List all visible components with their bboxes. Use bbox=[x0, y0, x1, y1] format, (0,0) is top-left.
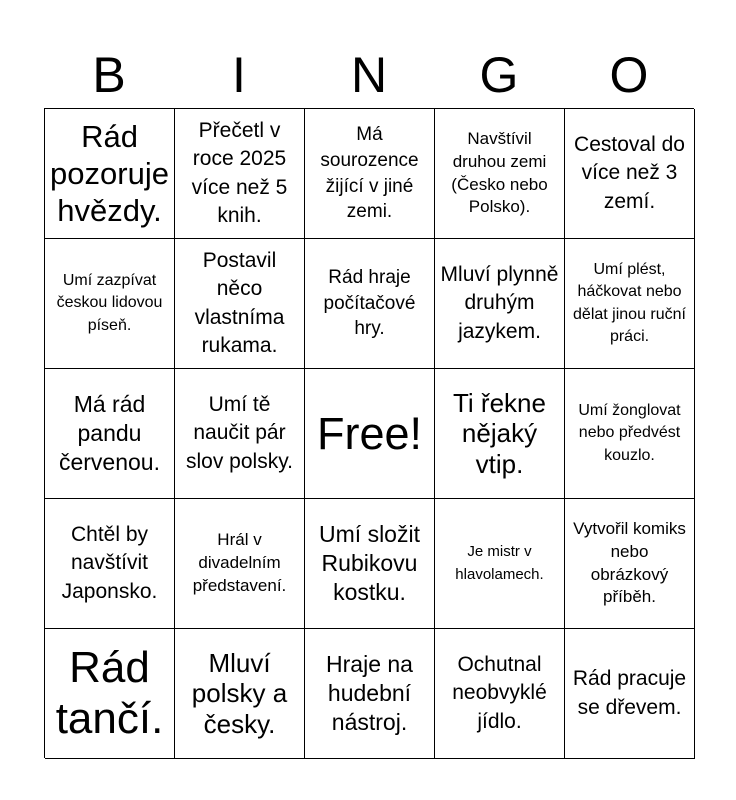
bingo-cell-r4c1[interactable]: Chtěl by navštívit Japonsko. bbox=[45, 499, 175, 629]
bingo-cell-r1c2[interactable]: Přečetl v roce 2025 více než 5 knih. bbox=[175, 109, 305, 239]
bingo-cell-r1c1[interactable]: Rád pozoruje hvězdy. bbox=[45, 109, 175, 239]
header-letter-g: G bbox=[479, 47, 519, 103]
bingo-grid bbox=[44, 108, 694, 758]
header-letter-i: I bbox=[232, 47, 246, 103]
bingo-cell-r4c5[interactable]: Vytvořil komiks nebo obrázkový příběh. bbox=[565, 499, 695, 629]
bingo-cell-r1c5[interactable]: Cestoval do více než 3 zemí. bbox=[565, 109, 695, 239]
bingo-cell-r2c1[interactable]: Umí zazpívat českou lidovou píseň. bbox=[45, 239, 175, 369]
bingo-cell-r3c1[interactable]: Má rád pandu červenou. bbox=[45, 369, 175, 499]
bingo-cell-r4c4[interactable]: Je mistr v hlavolamech. bbox=[435, 499, 565, 629]
bingo-cell-r1c3[interactable]: Má sourozence žijící v jiné zemi. bbox=[305, 109, 435, 239]
bingo-cell-r2c5[interactable]: Umí plést, háčkovat nebo dělat jinou ruční práci. bbox=[565, 239, 695, 369]
bingo-cell-r3c2[interactable]: Umí tě naučit pár slov polsky. bbox=[175, 369, 305, 499]
header-letter-o: O bbox=[609, 47, 649, 103]
bingo-cell-r5c4[interactable]: Ochutnal neobvyklé jídlo. bbox=[435, 629, 565, 759]
bingo-cell-r2c2[interactable]: Postavil něco vlastníma rukama. bbox=[175, 239, 305, 369]
bingo-cell-r5c1[interactable]: Rád tančí. bbox=[45, 629, 175, 759]
bingo-header bbox=[44, 46, 694, 104]
bingo-cell-r5c3[interactable]: Hraje na hudební nástroj. bbox=[305, 629, 435, 759]
bingo-cell-r5c2[interactable]: Mluví polsky a česky. bbox=[175, 629, 305, 759]
bingo-cell-free[interactable]: Free! bbox=[305, 369, 435, 499]
bingo-cell-r2c4[interactable]: Mluví plynně druhým jazykem. bbox=[435, 239, 565, 369]
header-letter-n: N bbox=[350, 47, 388, 103]
bingo-cell-r2c3[interactable]: Rád hraje počítačové hry. bbox=[305, 239, 435, 369]
bingo-cell-r4c3[interactable]: Umí složit Rubikovu kostku. bbox=[305, 499, 435, 629]
bingo-cell-r5c5[interactable]: Rád pracuje se dřevem. bbox=[565, 629, 695, 759]
header-letter-b: B bbox=[92, 47, 126, 103]
bingo-cell-r3c5[interactable]: Umí žonglovat nebo předvést kouzlo. bbox=[565, 369, 695, 499]
bingo-cell-r4c2[interactable]: Hrál v divadelním představení. bbox=[175, 499, 305, 629]
bingo-cell-r1c4[interactable]: Navštívil druhou zemi (Česko nebo Polsko). bbox=[435, 109, 565, 239]
bingo-cell-r3c4[interactable]: Ti řekne nějaký vtip. bbox=[435, 369, 565, 499]
